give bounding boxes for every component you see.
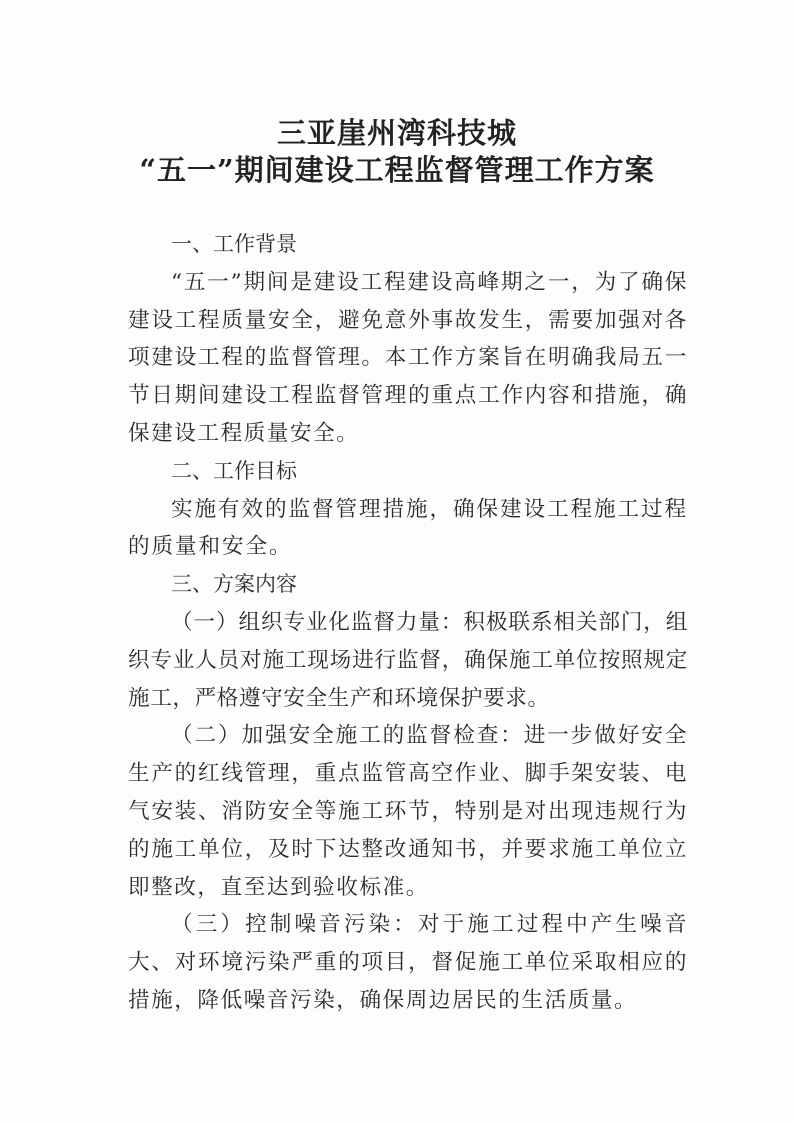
section2-paragraph: 实施有效的监督管理措施，确保建设工程施工过程的质量和安全。: [128, 496, 688, 560]
document-body: [128, 226, 688, 1020]
plan-item-2: （二）加强安全施工的监督检查：进一步做好安全生产的红线管理，重点监管高空作业、脚手架安装、电气安装、消防安全等施工环节，特别是对出现违规行为的施工单位，及时下达整改通知书，并要求施工单位立即整改，直至达到验收标准。: [128, 723, 688, 900]
document-title-line2: “五一”期间建设工程监督管理工作方案: [139, 153, 655, 187]
plan-item-3: （三）控制噪音污染：对于施工过程中产生噪音大、对环境污染严重的项目，督促施工单位采取相应的措施，降低噪音污染，确保周边居民的生活质量。: [128, 912, 688, 1013]
section1-heading: 一、工作背景: [171, 232, 297, 256]
document-title-line1: 三亚崖州湾科技城: [276, 116, 517, 150]
section2-heading: 二、工作目标: [171, 458, 297, 483]
plan-item-1: （一）组织专业化监督力量：积极联系相关部门，组织专业人员对施工现场进行监督，确保施工单位按照规定施工，严格遵守安全生产和环境保护要求。: [128, 609, 688, 711]
section1-paragraph: “五一”期间是建设工程建设高峰期之一，为了确保建设工程质量安全，避免意外事故发生，需要加强对各项建设工程的监督管理。本工作方案旨在明确我局五一节日期间建设工程监督管理的重点工作内容和措施，确保建设工程质量安全。: [128, 269, 688, 446]
section3-heading: 三、方案内容: [171, 572, 297, 597]
